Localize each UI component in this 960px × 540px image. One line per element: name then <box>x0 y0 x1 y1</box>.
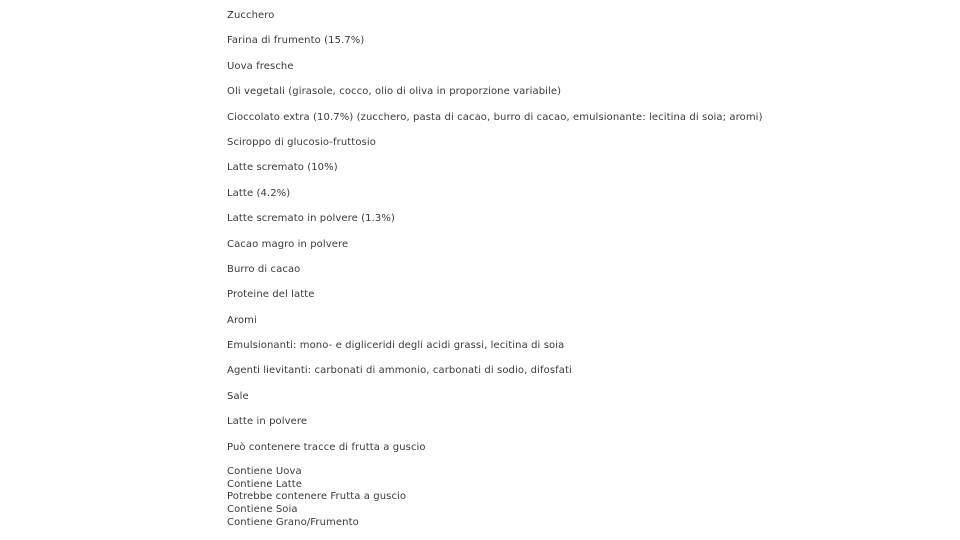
ingredient-item: Può contenere tracce di frutta a guscio <box>227 441 426 453</box>
ingredient-item: Uova fresche <box>227 60 294 72</box>
ingredient-item: Zucchero <box>227 10 275 21</box>
allergen-item: Potrebbe contenere Frutta a guscio <box>227 491 407 503</box>
ingredient-item: Cacao magro in polvere <box>227 238 349 250</box>
ingredient-list <box>227 9 927 466</box>
ingredients-panel <box>227 9 927 530</box>
ingredient-item: Sale <box>227 390 249 402</box>
ingredient-item: Emulsionanti: mono- e digliceridi degli acidi grassi, lecitina di soia <box>227 340 565 352</box>
ingredient-item: Latte in polvere <box>227 416 308 428</box>
ingredient-item: Proteine del latte <box>227 289 315 301</box>
allergen-item: Contiene Latte <box>227 478 303 490</box>
ingredient-item: Latte scremato (10%) <box>227 162 338 174</box>
allergen-item: Contiene Soia <box>227 504 298 516</box>
allergen-item: Contiene Uova <box>227 466 302 478</box>
ingredient-item: Cioccolato extra (10.7%) (zucchero, pasta di cacao, burro di cacao, emulsionante: lecitina di soia; aromi) <box>227 111 763 123</box>
ingredient-item: Agenti lievitanti: carbonati di ammonio, carbonati di sodio, difosfati <box>227 365 572 377</box>
ingredient-item: Latte (4.2%) <box>227 187 291 199</box>
ingredient-item: Aromi <box>227 314 257 326</box>
ingredient-item: Latte scremato in polvere (1.3%) <box>227 213 395 225</box>
ingredient-item: Oli vegetali (girasole, cocco, olio di oliva in proporzione variabile) <box>227 86 562 98</box>
allergen-item: Contiene Grano/Frumento <box>227 516 359 528</box>
ingredient-item: Burro di cacao <box>227 263 301 275</box>
ingredient-item: Farina di frumento (15.7%) <box>227 35 365 47</box>
allergen-list <box>227 466 927 530</box>
ingredient-item: Sciroppo di glucosio-fruttosio <box>227 136 376 148</box>
